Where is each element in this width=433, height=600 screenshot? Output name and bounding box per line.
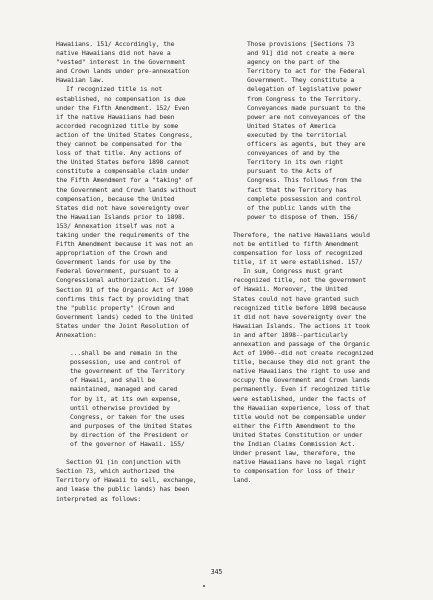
- spacer: [233, 222, 403, 231]
- left-paragraph-3: Section 91 (in conjunction with Section 73, which authorized the Territory of Hawaii to sell, exchange, and lease the public lands) has been interpreted as follows:: [56, 458, 197, 503]
- spacer: [56, 340, 224, 349]
- page-number: 345: [210, 568, 223, 576]
- left-paragraph-2: If recognized title is not established, no compensation is due under the Fifth Amendment. 152/ Even if the native Hawaiians had been accorded recognized title by some action of the United States Congress, they cannot be compensated for the loss of that title. Any actions of the United States before 1898 cannot constitute a compensable claim under the Fifth Amendment for a "taking" of the Government and Crown lands without compensation, because the United States did not have sovereignty over the Hawaiian Islands prior to 1898. 153/ Annexation itself was not a taking under the requirements of the Fifth Amendment because it was not an appropriation of the Crown and Government lands for use by the Federal Government, pursuant to a Congressional authorization. 154/ Section 91 of the Organic Act of 1900 confirms this fact by providing that the "public property" (Crown and Government lands) ceded to the United States under the Joint Resolution of Annexation:: [56, 85, 197, 339]
- scan-speck: [203, 585, 205, 587]
- left-block-quote: ...shall be and remain in the possession, use and control of the government of the Territory of Hawaii, and shall be maintained, managed and cared for by it, at its own expense, until otherwise provided by Congress, or taken for the uses and purposes of the United States by direction of the President or of the governor of Hawaii. 155/: [70, 349, 193, 449]
- left-paragraph-1: Hawaiians. 151/ Accordingly, the native Hawaiians did not have a "vested" interest in the Government and Crown lands under pre-annexation Hawaiian law.: [56, 40, 190, 85]
- left-column: [56, 40, 224, 504]
- right-block-quote: Those provisions [Sections 73 and 91] did not create a mere agency on the part of the Territory to act for the Federal Government. They constitute a delegation of legislative power from Congress to the Territory. Conveyances made pursuant to the power are not conveyances of the United States of America executed by the territorial officers as agents, but they are conveyances of and by the Territory in its own right pursuant to the Acts of Congress. This follows from the fact that the Territory has complete possession and control of the public lands with the power to dispose of them. 156/: [247, 40, 366, 221]
- right-paragraph-1: Therefore, the native Hawaiians would not be entitled to fifth Amendment compensation for loss of recognized title, if it were established. 157/: [233, 230, 370, 267]
- right-column: [233, 40, 403, 486]
- spacer: [56, 449, 224, 458]
- right-paragraph-2: In sum, Congress must grant recognized title, not the government of Hawaii. Moreover, the United States could not have granted such recognized title before 1898 because it did not have sovereignty over the Hawaiian Islands. The actions it took in and after 1898--particularly annexation and passage of the Organic Act of 1900--did not create recognized title, because they did not grant the native Hawaiians the right to use and occupy the Government and Crown lands permanently. Even if recognized title were established, under the facts of the Hawaiian experience, loss of that title would not be compensable under either the Fifth Amendment to the United States Constitution or under the Indian Claims Commission Act. Under present law, therefore, the native Hawaiians have no legal right to compensation for loss of their land.: [233, 267, 374, 485]
